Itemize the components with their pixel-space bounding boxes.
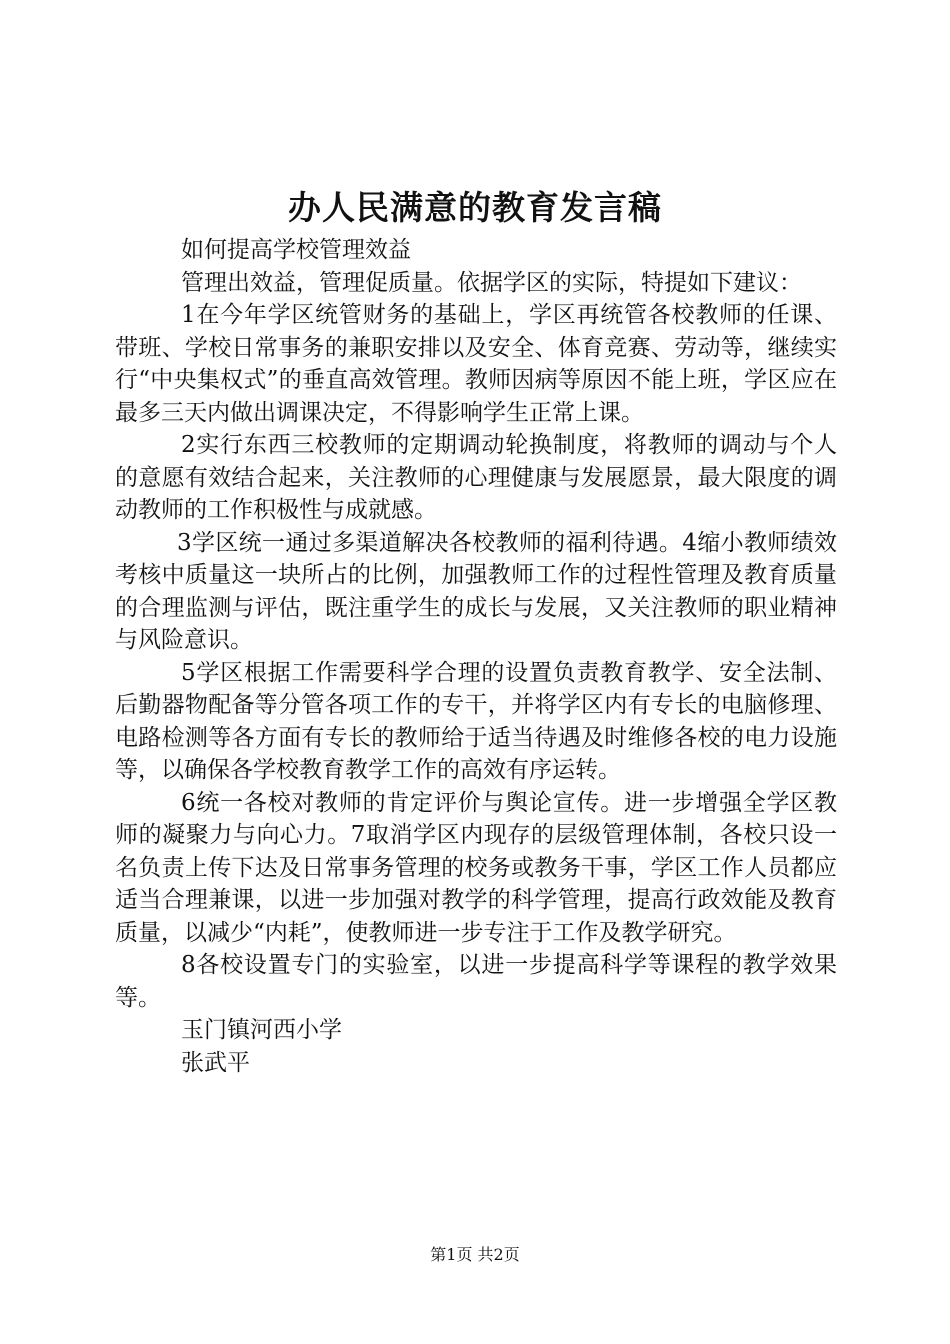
- intro-paragraph: 管理出效益，管理促质量。依据学区的实际，特提如下建议：: [181, 269, 802, 296]
- page-number-footer: 第1页 共2页: [430, 1245, 520, 1264]
- school-name: 玉门镇河西小学: [181, 1017, 342, 1043]
- paragraph-item-1: 1在今年学区统管财务的基础上，学区再统管各校教师的任课、带班、学校日常事务的兼职安排以及安全、体育竞赛、劳动等，继续实行“中央集权式”的垂直高效管理。教师因病等原因不能上班，学区应在最多三天内做出调课决定，不得影响学生正常上课。: [115, 302, 837, 426]
- paragraph-item-5: 5学区根据工作需要科学合理的设置负责教育教学、安全法制、后勤器物配备等分管各项工作的专干，并将学区内有专长的电脑修理、电路检测等各方面有专长的教师给于适当待遇及时维修各校的电力设施等，以确保各学校教育教学工作的高效有序运转。: [115, 659, 837, 783]
- page-title: 办人民满意的教育发言稿: [288, 188, 662, 227]
- paragraph-item-2: 2实行东西三校教师的定期调动轮换制度，将教师的调动与个人的意愿有效结合起来，关注教师的心理健康与发展愿景，最大限度的调动教师的工作积极性与成就感。: [115, 432, 837, 523]
- paragraph-item-6-7: 6统一各校对教师的肯定评价与舆论宣传。进一步增强全学区教师的凝聚力与向心力。7取消学区内现存的层级管理体制，各校只设一名负责上传下达及日常事务管理的校务或教务干事，学区工作人员都应适当合理兼课，以进一步加强对教学的科学管理，提高行政效能及教育质量，以减少“内耗”，使教师进一步专注于工作及教学研究。: [115, 789, 837, 946]
- paragraph-item-3-4: 3学区统一通过多渠道解决各校教师的福利待遇。4缩小教师绩效考核中质量这一块所占的比例，加强教师工作的过程性管理及教育质量的合理监测与评估，既注重学生的成长与发展，又关注教师的职业精神与风险意识。: [115, 529, 837, 653]
- document-body: [115, 234, 837, 1079]
- paragraph-item-8: 8各校设置专门的实验室，以进一步提高科学等课程的教学效果等。: [115, 952, 837, 1011]
- author-name: 张武平: [181, 1049, 250, 1076]
- subtitle-paragraph: 如何提高学校管理效益: [181, 237, 411, 263]
